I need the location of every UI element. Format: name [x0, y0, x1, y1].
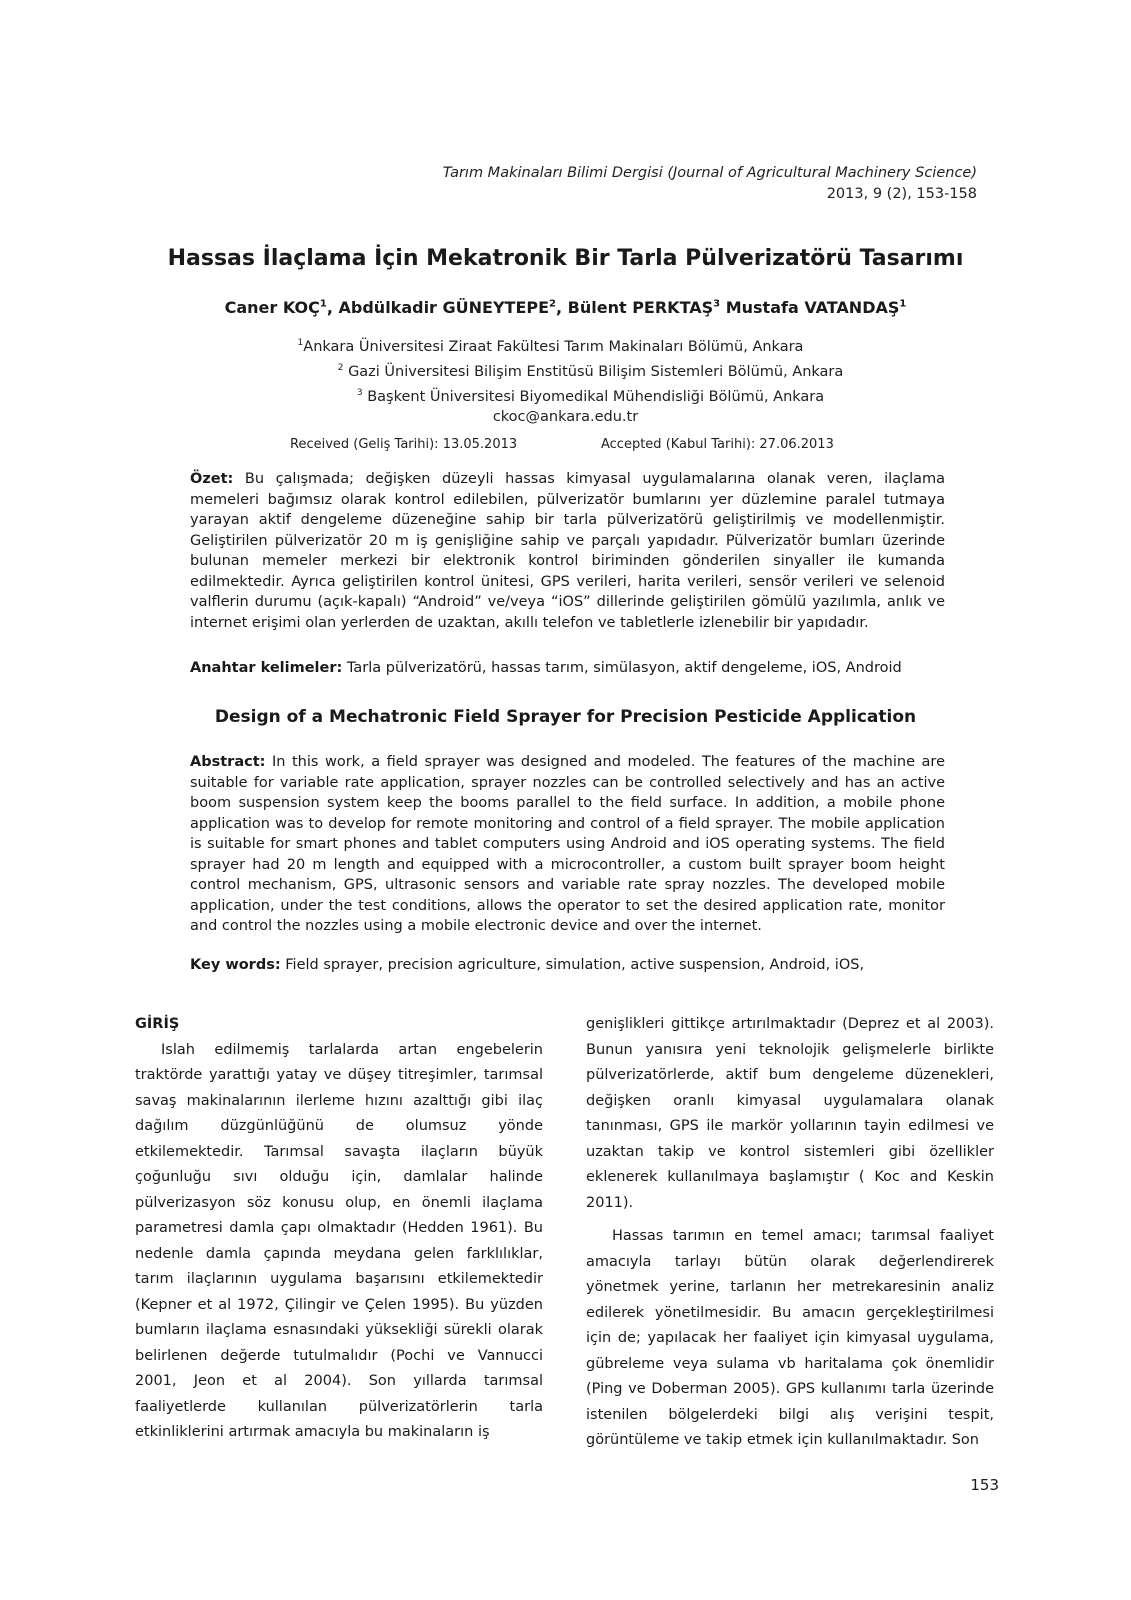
body-paragraph: Hassas tarımın en temel amacı; tarımsal faaliyet amacıyla tarlayı bütün olarak değerlendirerek yönetmek yerine, tarlanın her metrekaresinin analiz edilerek yönetilmesidir. Bu amacın gerçekleştirilmesi için de; yapılacak her faaliyet için kimyasal uygulama, gübreleme veya sulama vb haritalama çok önemlidir (Ping ve Doberman 2005). GPS kullanımı tarla üzerinde istenilen bölgelerdeki bilgi alış verişini tespit, görüntüleme ve takip etmek için kullanılmaktadır. Son — [586, 1228, 994, 1448]
ozet-label: Özet: — [190, 471, 234, 487]
body-column-left — [135, 1012, 543, 1446]
author-name: Mustafa VATANDAŞ — [725, 298, 900, 317]
author-sep: , — [326, 298, 339, 317]
keywords-tr-label: Anahtar kelimeler: — [190, 660, 343, 676]
affiliation-sup: 1 — [297, 338, 304, 348]
body-paragraph: genişlikleri gittikçe artırılmaktadır (Deprez et al 2003). Bunun yanısıra yeni teknolojik gelişmelerle birlikte pülverizatörlerde, aktif bum dengeleme düzenekleri, değişken oranlı kimyasal uygulamalara olanak tanınması, GPS ile markör yollarının tayin edilmesi ve uzaktan takip ve kontrol sistemleri gibi özellikler eklenerek kullanılmaya başlamıştır ( Koc and Keskin 2011). — [586, 1016, 994, 1211]
author-list — [0, 298, 1131, 317]
affiliation — [50, 383, 1131, 408]
affiliation-text: Başkent Üniversitesi Biyomedikal Mühendisliği Bölümü, Ankara — [367, 388, 825, 405]
affiliation-text: Ankara Üniversitesi Ziraat Fakültesi Tarım Makinaları Bölümü, Ankara — [303, 338, 804, 355]
author-name: Abdülkadir GÜNEYTEPE — [338, 298, 550, 317]
author-sup: 1 — [319, 298, 327, 310]
affiliation-sup: 2 — [337, 362, 344, 373]
author-sup: 3 — [713, 298, 721, 310]
author-name: Caner KOÇ — [224, 298, 320, 317]
author-name: Bülent PERKTAŞ — [567, 298, 714, 317]
english-title: Design of a Mechatronic Field Sprayer for Precision Pesticide Application — [214, 707, 917, 727]
contact-email[interactable]: ckoc@ankara.edu.tr — [492, 409, 639, 426]
body-paragraph: Islah edilmemiş tarlalarda artan engebelerin traktörde yarattığı yatay ve düşey titreşimler, tarımsal savaş makinalarının ilerleme hızını azalttığı gibi ilaç dağılım düzgünlüğünü de olumsuz yönde etkilemektedir. Tarımsal savaşta ilaçların büyük çoğunluğu sıvı olduğu için, damlalar halinde pülverizasyon söz konusu olup, en önemli ilaçlama parametresi damla çapı olmaktadır (Hedden 1961). Bu nedenle damla çapında meydana gelen farklılıklar, tarım ilaçlarının uygulama başarısını etkilemektedir (Kepner et al 1972, Çilingir ve Çelen 1995). Bu yüzden bumların ilaçlama esnasındaki yüksekliği sürekli olarak belirlenen değerde tutulmalıdır (Pochi ve Vannucci 2001, Jeon et al 2004). Son yıllarda tarımsal faaliyetlerde kullanılan pülverizatörlerin tarla etkinliklerini artırmak amacıyla bu makinaların iş — [135, 1041, 543, 1440]
keywords-en-label: Key words: — [190, 957, 281, 973]
affiliations — [0, 333, 1131, 428]
affiliation — [0, 333, 1131, 358]
affiliation — [50, 358, 1131, 383]
keywords-tr — [190, 658, 945, 679]
author-sup: 1 — [899, 298, 907, 310]
accepted-date: Accepted (Kabul Tarihi): 27.06.2013 — [601, 437, 834, 452]
abstract-paragraph — [190, 752, 945, 937]
journal-volume: 2013, 9 (2), 153-158 — [826, 186, 977, 202]
author-sup: 2 — [549, 298, 557, 310]
keywords-en — [190, 955, 945, 976]
page-number: 153 — [970, 1476, 999, 1494]
keywords-tr-text: Tarla pülverizatörü, hassas tarım, simülasyon, aktif dengeleme, iOS, Android — [346, 660, 902, 676]
ozet-paragraph — [190, 469, 945, 633]
affiliation-text: Gazi Üniversitesi Bilişim Enstitüsü Bilişim Sistemleri Bölümü, Ankara — [348, 363, 844, 380]
ozet-text: Bu çalışmada; değişken düzeyli hassas kimyasal uygulamalarına olanak veren, ilaçlama memeleri bağımsız olarak kontrol edilebilen, pülverizatör bumlarını yer düzlemine paralel tutmaya yarayan aktif dengeleme düzeneğine sahip bir tarla pülverizatörü geliştirilmiş ve modellenmiştir. Geliştirilen pülverizatör 20 m iş genişliğine sahip ve parçalı yapıdadır. Pülverizatör bumları üzerinde bulunan memeler merkezi bir elektronik kontrol biriminden gönderilen sinyaller ile kumanda edilmektedir. Ayrıca geliştirilen kontrol ünitesi, GPS verileri, harita verileri, sensör verileri ve selenoid valflerin durumu (açık-kapalı) “Android” ve/veya “iOS” dillerinde geliştirilen gömülü yazılımla, anlık ve internet erişimi olan yerlerden de uzaktan, akıllı telefon ve tabletlerle izlenebilir bir yapıdadır. — [190, 471, 945, 631]
journal-name: Tarım Makinaları Bilimi Dergisi (Journal of Agricultural Machinery Science) — [442, 165, 977, 181]
author-sep: , — [556, 298, 568, 317]
page-title: Hassas İlaçlama İçin Mekatronik Bir Tarla Pülverizatörü Tasarımı — [167, 246, 964, 271]
received-date: Received (Geliş Tarihi): 13.05.2013 — [290, 437, 518, 452]
body-column-right — [586, 1012, 994, 1454]
keywords-en-text: Field sprayer, precision agriculture, simulation, active suspension, Android, iOS, — [285, 957, 865, 973]
journal-header — [443, 163, 977, 205]
abstract-label: Abstract: — [190, 754, 266, 770]
abstract-text: In this work, a field sprayer was designed and modeled. The features of the machine are suitable for variable rate application, sprayer nozzles can be controlled selectively and has an active boom suspension system keep the booms parallel to the field surface. In addition, a mobile phone application was to develop for remote monitoring and control of a field sprayer. The mobile application is suitable for smart phones and tablet computers using Android and iOS operating systems. The field sprayer had 20 m length and equipped with a microcontroller, a custom built sprayer boom height control mechanism, GPS, ultrasonic sensors and variable rate spray nozzles. The developed mobile application, under the test conditions, allows the operator to set the desired application rate, monitor and control the nozzles using a mobile electronic device and over the internet. — [190, 754, 945, 934]
section-heading: GİRİŞ — [135, 1016, 180, 1032]
affiliation-sup: 3 — [356, 387, 363, 398]
